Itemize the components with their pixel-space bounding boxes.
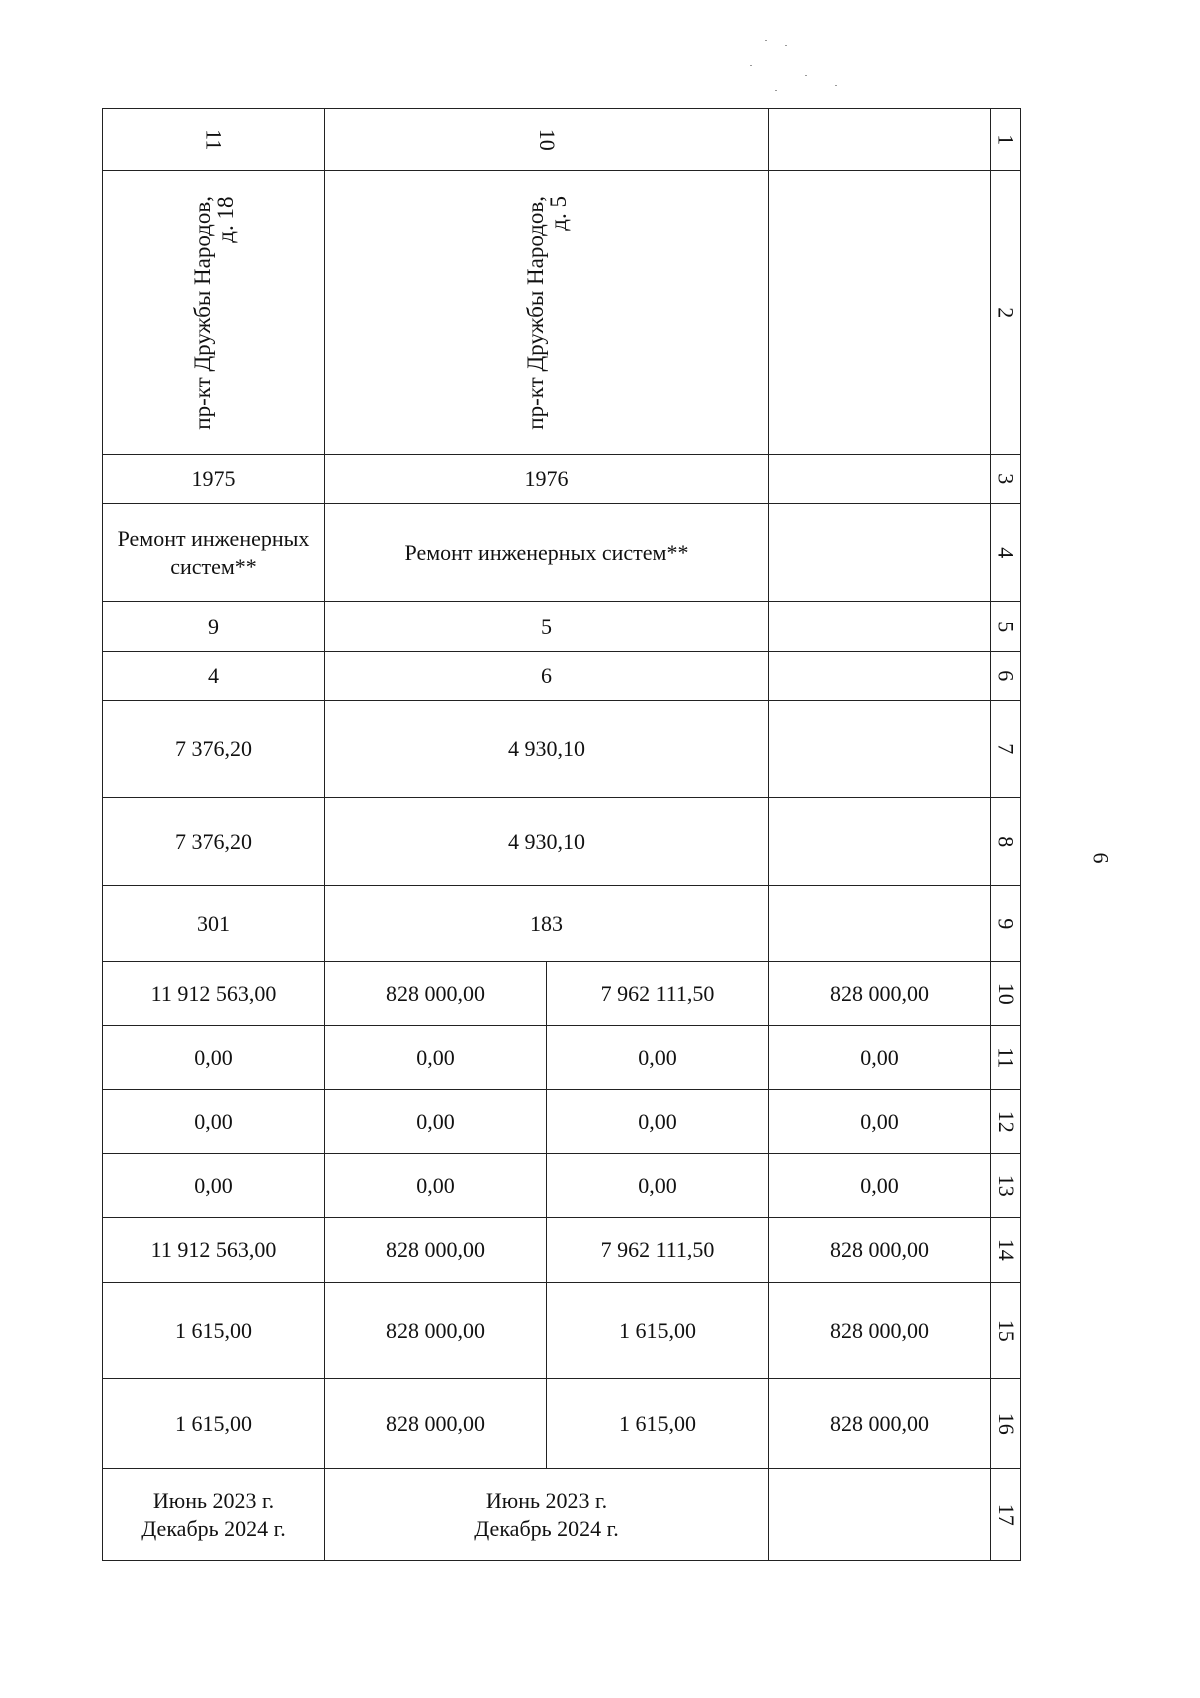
cell-value: 7 962 111,50 [547, 1218, 769, 1283]
table-row [103, 1026, 1021, 1090]
cell-residents: 183 [325, 886, 769, 962]
page-number: 6 [1088, 852, 1114, 864]
row-number: 14 [991, 1218, 1021, 1283]
cell-value: 0,00 [547, 1026, 769, 1090]
cell-value: 7 962 111,50 [547, 962, 769, 1026]
cell-value: 1 615,00 [547, 1283, 769, 1379]
row-number: 13 [991, 1154, 1021, 1218]
row-number: 1 [991, 109, 1021, 171]
cell-value: 828 000,00 [325, 962, 547, 1026]
cell-value: 0,00 [103, 1154, 325, 1218]
cell-work-type: Ремонт инженерных систем** [103, 504, 325, 602]
table-row [103, 504, 1021, 602]
cell-value: 0,00 [769, 1154, 991, 1218]
cell-year: 1976 [325, 455, 769, 504]
table-row [103, 798, 1021, 886]
cell-entrances: 4 [103, 652, 325, 701]
cell-area-living: 7 376,20 [103, 798, 325, 886]
cell-address-18: пр-кт Дружбы Народов, д. 18 [103, 171, 325, 455]
cell-dates: Июнь 2023 г. Декабрь 2024 г. [103, 1469, 325, 1561]
row-number: 15 [991, 1283, 1021, 1379]
cell-empty [769, 886, 991, 962]
table-row [103, 602, 1021, 652]
cell-value: 0,00 [325, 1026, 547, 1090]
cell-floors: 5 [325, 602, 769, 652]
cell-floors: 9 [103, 602, 325, 652]
cell-empty [769, 109, 991, 171]
cell-value: 0,00 [769, 1026, 991, 1090]
cell-work-type: Ремонт инженерных систем** [325, 504, 769, 602]
cell-value: 828 000,00 [769, 1218, 991, 1283]
table-row [103, 652, 1021, 701]
row-number: 9 [991, 886, 1021, 962]
table-row [103, 1090, 1021, 1154]
row-number: 5 [991, 602, 1021, 652]
table-row [103, 1469, 1021, 1561]
cell-value: 1 615,00 [103, 1379, 325, 1469]
cell-value: 0,00 [103, 1026, 325, 1090]
cell-area-total: 7 376,20 [103, 701, 325, 798]
cell-value: 1 615,00 [103, 1283, 325, 1379]
row-number: 10 [991, 962, 1021, 1026]
cell-value: 0,00 [769, 1090, 991, 1154]
cell-value: 0,00 [103, 1090, 325, 1154]
cell-entrances: 6 [325, 652, 769, 701]
row-number: 17 [991, 1469, 1021, 1561]
row-number: 11 [991, 1026, 1021, 1090]
cell-value: 828 000,00 [769, 1283, 991, 1379]
table-row [103, 962, 1021, 1026]
row-number: 2 [991, 171, 1021, 455]
cell-address-5: пр-кт Дружбы Народов, д. 5 [325, 171, 769, 455]
data-table [102, 108, 1021, 1561]
cell-dates: Июнь 2023 г. Декабрь 2024 г. [325, 1469, 769, 1561]
cell-value: 11 912 563,00 [103, 962, 325, 1026]
cell-value: 828 000,00 [325, 1379, 547, 1469]
row-number: 7 [991, 701, 1021, 798]
row-number: 6 [991, 652, 1021, 701]
row-number: 3 [991, 455, 1021, 504]
table-row [103, 1283, 1021, 1379]
cell-value: 828 000,00 [325, 1283, 547, 1379]
cell-area-living: 4 930,10 [325, 798, 769, 886]
table-row [103, 886, 1021, 962]
table-row [103, 109, 1021, 171]
cell-empty [769, 455, 991, 504]
cell-empty [769, 602, 991, 652]
cell-empty [769, 504, 991, 602]
table-row [103, 455, 1021, 504]
scan-artifact [745, 35, 865, 105]
cell-value: 0,00 [325, 1154, 547, 1218]
cell-empty [769, 652, 991, 701]
cell-value: 828 000,00 [769, 962, 991, 1026]
cell-value: 1 615,00 [547, 1379, 769, 1469]
cell-11: 11 [103, 109, 325, 171]
table-row [103, 701, 1021, 798]
cell-area-total: 4 930,10 [325, 701, 769, 798]
cell-empty [769, 1469, 991, 1561]
cell-empty [769, 171, 991, 455]
cell-empty [769, 798, 991, 886]
row-number: 16 [991, 1379, 1021, 1469]
table-row [103, 1218, 1021, 1283]
table-row [103, 1154, 1021, 1218]
cell-value: 828 000,00 [325, 1218, 547, 1283]
row-number: 8 [991, 798, 1021, 886]
table-row [103, 171, 1021, 455]
cell-value: 828 000,00 [769, 1379, 991, 1469]
cell-year: 1975 [103, 455, 325, 504]
cell-value: 0,00 [325, 1090, 547, 1154]
row-number: 12 [991, 1090, 1021, 1154]
cell-empty [769, 701, 991, 798]
cell-10: 10 [325, 109, 769, 171]
table-row [103, 1379, 1021, 1469]
row-number: 4 [991, 504, 1021, 602]
cell-value: 11 912 563,00 [103, 1218, 325, 1283]
cell-value: 0,00 [547, 1154, 769, 1218]
cell-value: 0,00 [547, 1090, 769, 1154]
cell-residents: 301 [103, 886, 325, 962]
